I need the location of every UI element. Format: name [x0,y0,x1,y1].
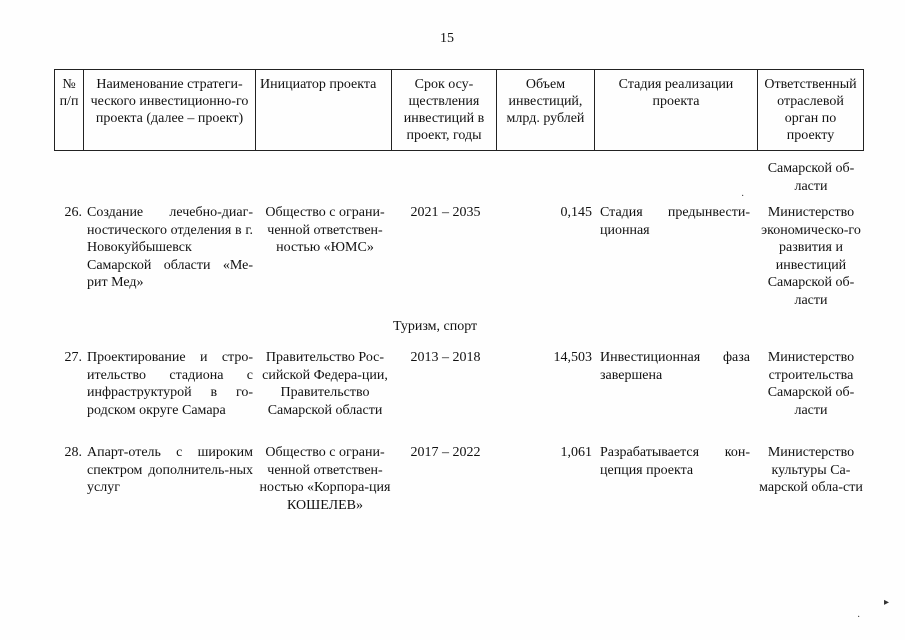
header-num-label: № п/п [59,77,79,109]
investment-volume: 1,061 [560,445,592,460]
header-name [84,70,256,150]
responsible-authority: Министерство экономическо-го развития и инвестиций Самарской об-ласти [761,205,861,308]
investment-period: 2017 – 2022 [410,445,481,460]
responsible-authority: Министерство культуры Са-марской обла-сти [759,445,863,495]
project-initiator: Общество с ограни-ченной ответствен-ностью «Корпора-ция КОШЕЛЕВ» [259,445,391,513]
row-number: 26. [64,205,82,220]
scan-speck: · [741,191,745,202]
project-stage: Инвестиционная фаза завершена [600,350,750,383]
row-number: 28. [64,445,82,460]
header-volume [497,70,595,150]
investment-period: 2021 – 2035 [410,205,481,220]
investment-period: 2013 – 2018 [410,350,481,365]
header-period-label: Срок осу-ществления инвестиций в проект, годы [403,77,485,143]
section-title: Туризм, спорт [393,319,478,334]
header-period [392,70,497,150]
scan-mark: ▸ [884,597,890,608]
table-header [54,69,864,151]
project-stage: Стадия предынвести-ционная [600,205,750,238]
header-stage-label: Стадия реализации проекта [618,77,734,109]
scan-speck: · [857,612,861,623]
investment-volume: 0,145 [560,205,592,220]
header-volume-label: Объем инвестиций, млрд. рублей [506,77,585,126]
row-number: 27. [64,350,82,365]
header-num [55,70,84,150]
project-name: Апарт-отель с широким спектром дополнитель-ных услуг [87,445,253,495]
project-initiator: Правительство Рос-сийской Федера-ции, Правительство Самарской области [262,350,388,418]
header-initiator [256,70,392,150]
header-authority [758,70,863,150]
project-name: Проектирование и стро-ительство стадиона с инфраструктурой в го-родском округе Самара [87,350,253,418]
header-initiator-label: Инициатор проекта [260,77,377,92]
continued-authority-text: Самарской об-ласти [767,161,855,194]
header-name-label: Наименование стратеги-ческого инвестиционно-го проекта (далее – проект) [90,77,249,126]
investment-volume: 14,503 [553,350,592,365]
responsible-authority: Министерство строительства Самарской об-ласти [767,350,855,418]
header-stage [595,70,758,150]
header-authority-label: Ответственный отраслевой орган по проекту [764,77,857,143]
project-stage: Разрабатывается кон-цепция проекта [600,445,750,478]
project-name: Создание лечебно-диаг-ностического отделения в г. Новокуйбышевск Самарской области «Ме-рит Мед» [87,205,253,290]
page-number: 15 [440,31,454,46]
project-initiator: Общество с ограни-ченной ответствен-ностью «ЮМС» [265,205,385,255]
